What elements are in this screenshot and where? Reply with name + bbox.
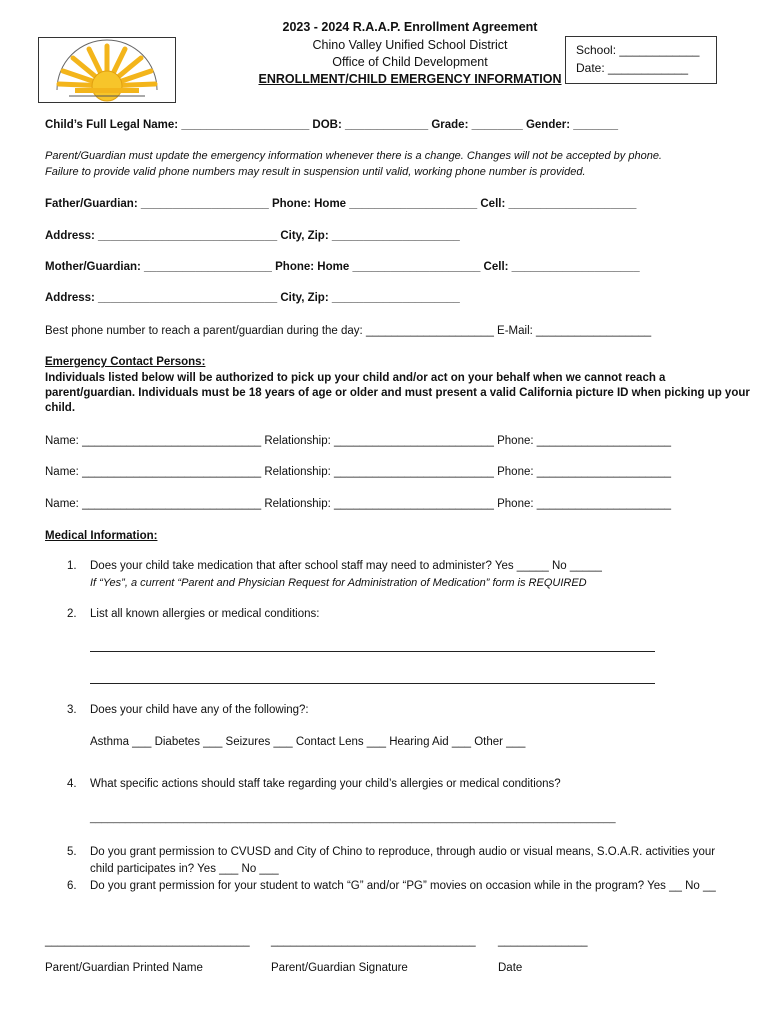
school-field[interactable]: School: ____________ xyxy=(576,43,700,57)
q4-text: What specific actions should staff take regarding your child’s allergies or medical conditions? xyxy=(90,778,561,790)
q3-number: 3. xyxy=(67,704,77,716)
emergency-text-1: Individuals listed below will be authorized to pick up your child and/or act on your behalf when we cannot reach a xyxy=(45,372,666,384)
q5-number: 5. xyxy=(67,846,77,858)
mother-address-line[interactable]: Address: ____________________________ City, Zip: ____________________ xyxy=(45,292,460,304)
emergency-text-2: parent/guardian. Individuals must be 18 years of age or older and must present a valid California picture ID when picking up your xyxy=(45,387,750,399)
q1-number: 1. xyxy=(67,560,77,572)
mother-guardian-line[interactable]: Mother/Guardian: ____________________ Phone: Home ____________________ Cell: ____________________ xyxy=(45,261,640,273)
allergies-line-1[interactable] xyxy=(90,651,655,652)
district-name: Chino Valley Unified School District xyxy=(312,38,508,52)
emergency-contact-1[interactable]: Name: ____________________________ Relationship: _________________________ Phone: _____________________ xyxy=(45,435,672,447)
q1-note: If “Yes”, a current “Parent and Physician Request for Administration of Medication” form is REQUIRED xyxy=(90,577,587,589)
child-info-line[interactable]: Child’s Full Legal Name: ____________________ DOB: _____________ Grade: ________ Gender: _______ xyxy=(45,119,619,131)
emergency-text-3: child. xyxy=(45,402,76,414)
district-logo xyxy=(38,37,176,103)
notice-line-2: Failure to provide valid phone numbers may result in suspension until valid, working phone number is provided. xyxy=(45,166,586,178)
date-field[interactable]: Date: ____________ xyxy=(576,61,689,75)
q1-text[interactable]: Does your child take medication that after school staff may need to administer? Yes _____ No _____ xyxy=(90,560,602,572)
q4-number: 4. xyxy=(67,778,77,790)
father-guardian-line[interactable]: Father/Guardian: ____________________ Phone: Home ____________________ Cell: ____________________ xyxy=(45,198,637,210)
date-line[interactable]: ______________ xyxy=(498,935,588,947)
medical-heading: Medical Information: xyxy=(45,530,158,542)
q3-text: Does your child have any of the following?: xyxy=(90,704,309,716)
q6-text[interactable]: Do you grant permission for your student to watch “G” and/or “PG” movies on occasion while in the program? Yes __ No __ xyxy=(90,880,716,892)
emergency-heading: Emergency Contact Persons: xyxy=(45,356,206,368)
notice-line-1: Parent/Guardian must update the emergency information whenever there is a change. Changes will not be accepted by phone. xyxy=(45,150,662,162)
allergies-line-2[interactable] xyxy=(90,683,655,684)
signature-line[interactable]: ________________________________ xyxy=(271,935,476,947)
q5-text: Do you grant permission to CVUSD and City of Chino to reproduce, through audio or visual means, S.O.A.R. activities your xyxy=(90,846,716,858)
printed-name-line[interactable]: ________________________________ xyxy=(45,935,250,947)
date-label: Date xyxy=(498,962,523,974)
q2-number: 2. xyxy=(67,608,77,620)
q3-options[interactable]: Asthma ___ Diabetes ___ Seizures ___ Contact Lens ___ Hearing Aid ___ Other ___ xyxy=(90,736,526,748)
printed-name-label: Parent/Guardian Printed Name xyxy=(45,962,203,974)
sun-logo-icon xyxy=(39,38,175,102)
emergency-contact-3[interactable]: Name: ____________________________ Relationship: _________________________ Phone: _____________________ xyxy=(45,498,672,510)
q5-answer[interactable]: child participates in? Yes ___ No ___ xyxy=(90,863,279,875)
best-phone-line[interactable]: Best phone number to reach a parent/guardian during the day: ____________________ E-Mail: __________________ xyxy=(45,325,652,337)
office-name: Office of Child Development xyxy=(332,55,488,69)
form-title: 2023 - 2024 R.A.A.P. Enrollment Agreement xyxy=(282,20,538,34)
q4-answer-line[interactable]: __________________________________________________________________________________________ xyxy=(90,812,616,824)
signature-label: Parent/Guardian Signature xyxy=(271,962,408,974)
section-title: ENROLLMENT/CHILD EMERGENCY INFORMATION xyxy=(258,72,562,86)
emergency-contact-2[interactable]: Name: ____________________________ Relationship: _________________________ Phone: _____________________ xyxy=(45,466,672,478)
father-address-line[interactable]: Address: ____________________________ City, Zip: ____________________ xyxy=(45,230,460,242)
q6-number: 6. xyxy=(67,880,77,892)
school-date-box xyxy=(565,36,717,84)
q2-text: List all known allergies or medical conditions: xyxy=(90,608,320,620)
